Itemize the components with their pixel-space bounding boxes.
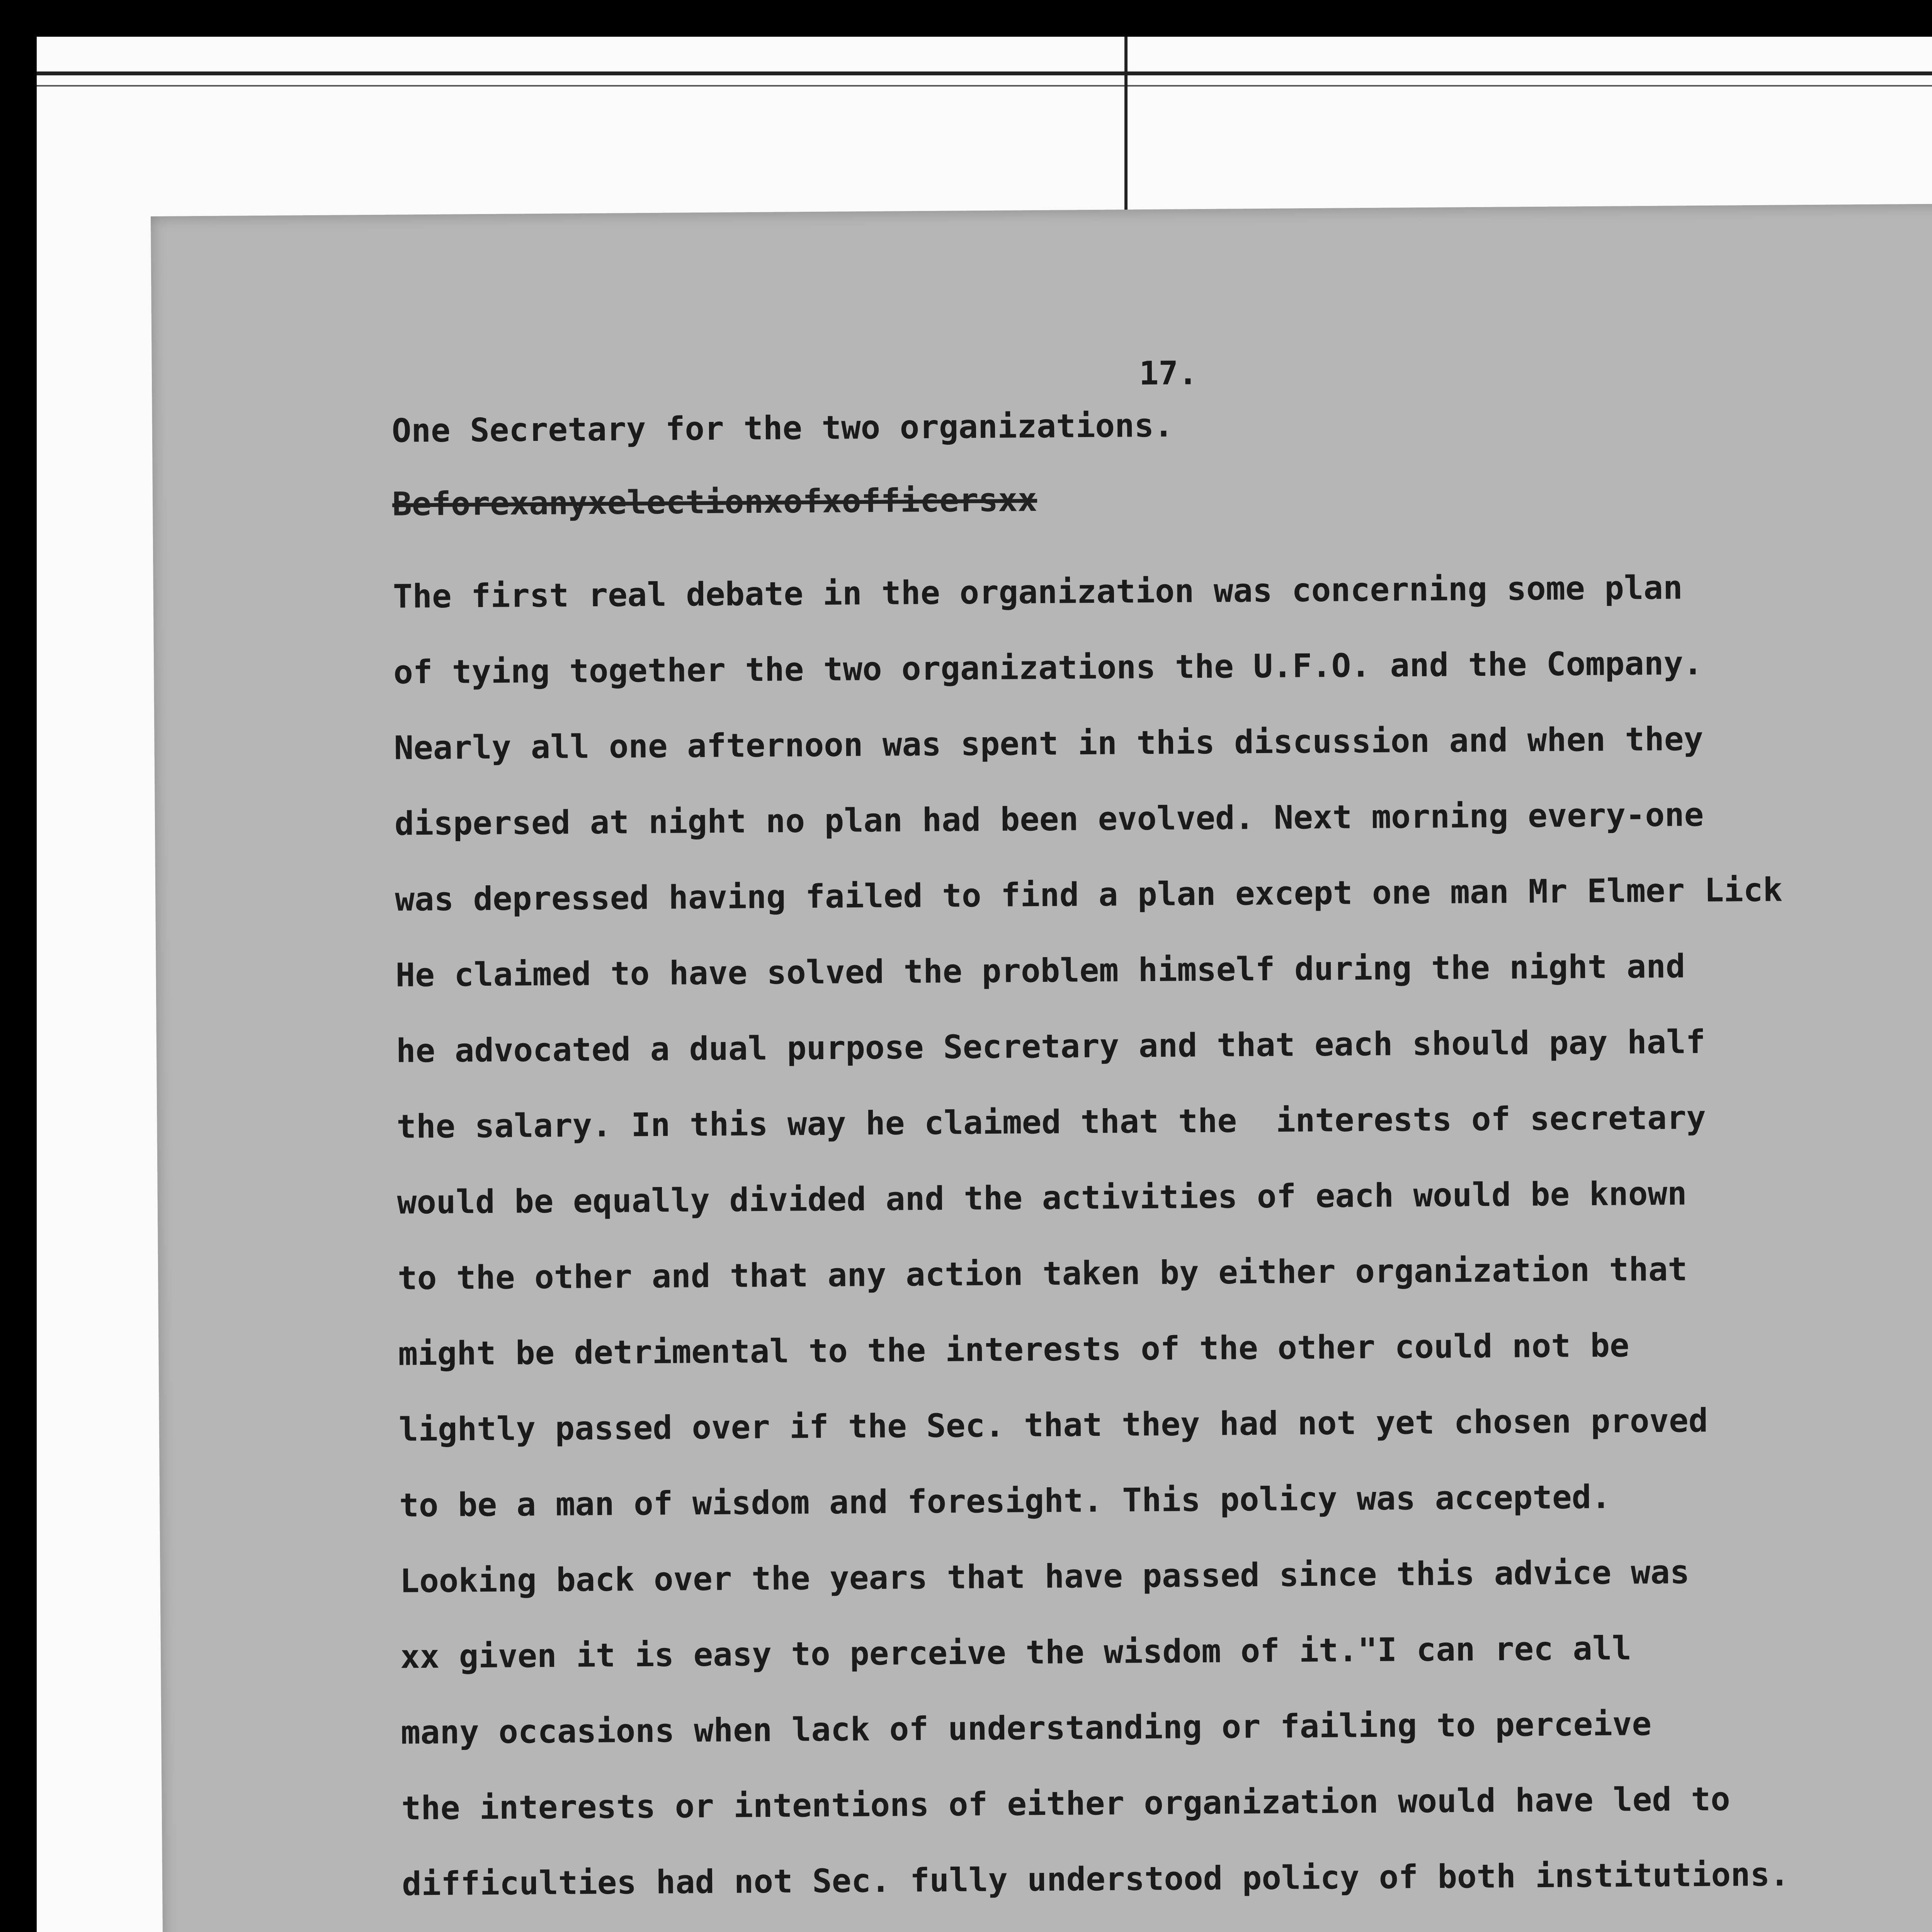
document-body	[393, 547, 1932, 1932]
body-line: the salary. In this way he claimed that the interests of secretary	[396, 1098, 1706, 1146]
body-line: many occasions when lack of understanding or failing to perceive	[401, 1704, 1652, 1752]
body-line: Looking back over the years that have passed since this advice was	[400, 1553, 1690, 1600]
grid-rule-vertical	[1124, 37, 1128, 238]
grid-rule-horizontal-thin	[37, 85, 1932, 87]
body-line: was depressed having failed to find a plan except one man Mr Elmer Lick	[395, 871, 1783, 918]
body-line: would be equally divided and the activities of each would be known	[397, 1174, 1687, 1221]
body-line: difficulties had not Sec. fully understood policy of both institutions.	[401, 1855, 1790, 1903]
body-line: The first real debate in the organization was concerning some plan	[393, 568, 1683, 616]
body-line: to the other and that any action taken by either organization that	[397, 1250, 1688, 1297]
body-line: dispersed at night no plan had been evolved. Next morning every-one	[394, 795, 1704, 843]
struck-out-line: Beforexanyxelectionxofxofficersxx	[392, 481, 1037, 523]
body-line: lightly passed over if the Sec. that they had not yet chosen proved	[398, 1401, 1708, 1449]
body-line: to be a man of wisdom and foresight. This policy was accepted.	[399, 1478, 1611, 1524]
grid-rule-horizontal	[37, 71, 1932, 75]
body-line: the interests or intentions of either organization would have led to	[401, 1780, 1730, 1827]
body-line: he advocated a dual purpose Secretary and that each should pay half	[396, 1022, 1706, 1070]
page-number: 17.	[1139, 354, 1198, 393]
body-line: might be detrimental to the interests of the other could not be	[398, 1326, 1629, 1373]
body-line: of tying together the two organizations the U.F.O. and the Company.	[393, 644, 1703, 691]
body-line: xx given it is easy to perceive the wisdom of it."I can rec all	[400, 1629, 1632, 1676]
typed-document-sheet	[151, 203, 1932, 1932]
document-heading: One Secretary for the two organizations.	[391, 406, 1174, 450]
body-line: Nearly all one afternoon was spent in this discussion and when they	[394, 719, 1704, 767]
body-line: He claimed to have solved the problem himself during the night and	[395, 947, 1685, 994]
